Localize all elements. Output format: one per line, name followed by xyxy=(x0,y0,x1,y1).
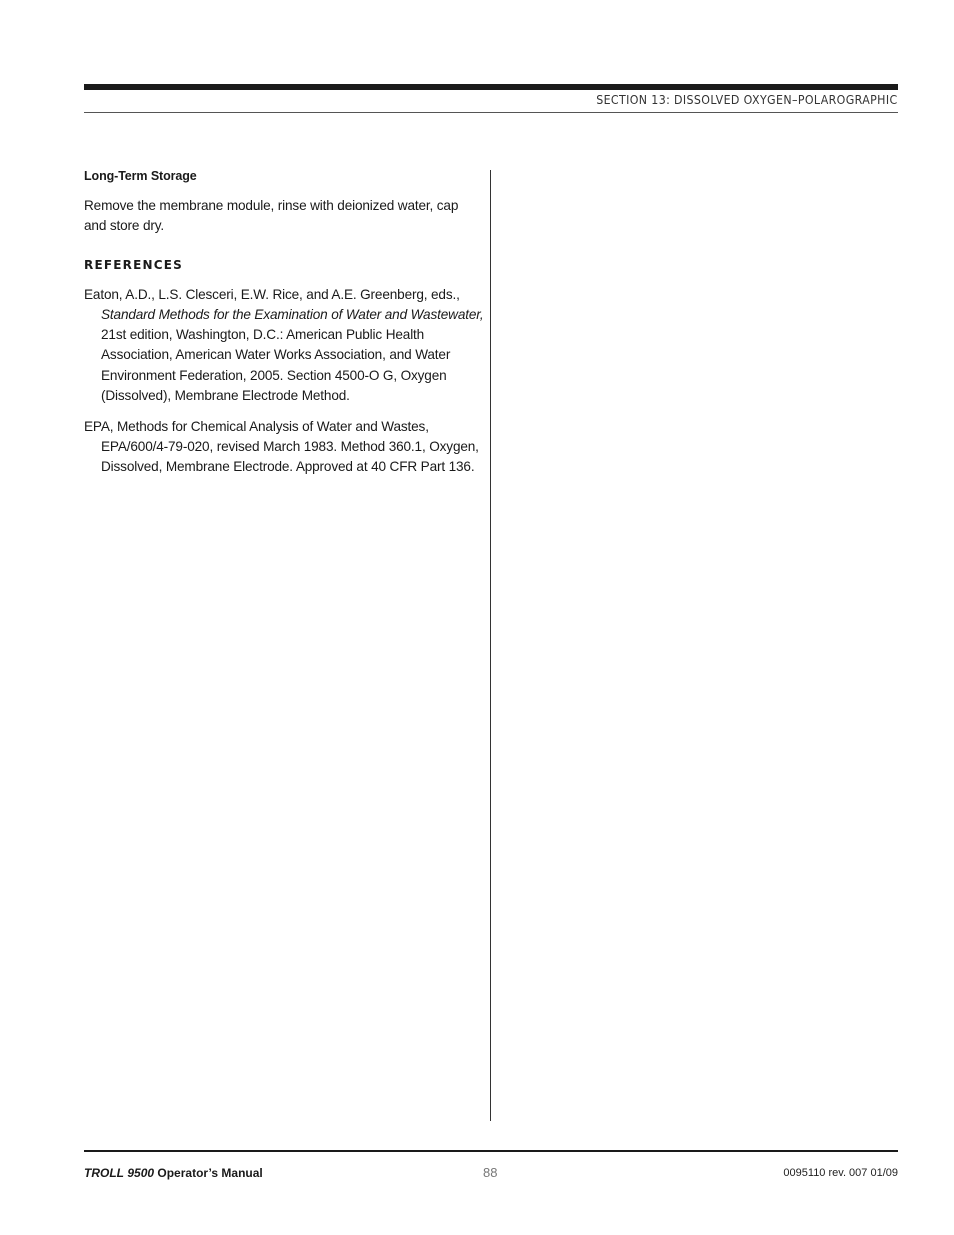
footer-model: 9500 xyxy=(127,1166,155,1180)
reference-authors: Eaton, A.D., L.S. Clesceri, E.W. Rice, and A.E. Greenberg, eds., xyxy=(84,286,460,302)
footer-doc-id: 0095110 rev. 007 01/09 xyxy=(783,1167,898,1179)
footer-manual-label: Operator’s Manual xyxy=(157,1166,263,1180)
bottom-rule xyxy=(84,1150,898,1152)
section-title: SECTION 13: DISSOLVED OXYGEN–POLAROGRAPHIC xyxy=(596,93,898,107)
main-column xyxy=(84,166,484,489)
storage-paragraph: Remove the membrane module, rinse with deionized water, cap and store dry. xyxy=(84,198,459,234)
header-underline xyxy=(84,112,898,113)
reference-item xyxy=(84,285,484,406)
reference-item xyxy=(84,417,484,478)
reference-text: EPA, Methods for Chemical Analysis of Water and Wastes, EPA/600/4-79-020, revised March 1983. Method 360.1, Oxygen, Dissolved, Membrane Electrode. Approved at 40 CFR Part 136. xyxy=(84,419,479,475)
reference-title: Standard Methods for the Examination of Water and Wastewater, xyxy=(101,307,484,323)
references-heading: REFERENCES xyxy=(84,257,183,272)
column-divider xyxy=(490,170,491,1121)
page-number: 88 xyxy=(483,1165,498,1180)
footer-manual-title xyxy=(84,1166,263,1180)
footer-brand: TROLL xyxy=(84,1166,124,1180)
reference-details: 21st edition, Washington, D.C.: American Public Health Association, American Water Works Association, and Water Environment Federation, 2005. Section 4500-O G, Oxygen (Dissolved), Membrane Electrode Method. xyxy=(101,327,451,403)
long-term-storage-heading: Long-Term Storage xyxy=(84,169,197,183)
top-rule xyxy=(84,84,898,90)
